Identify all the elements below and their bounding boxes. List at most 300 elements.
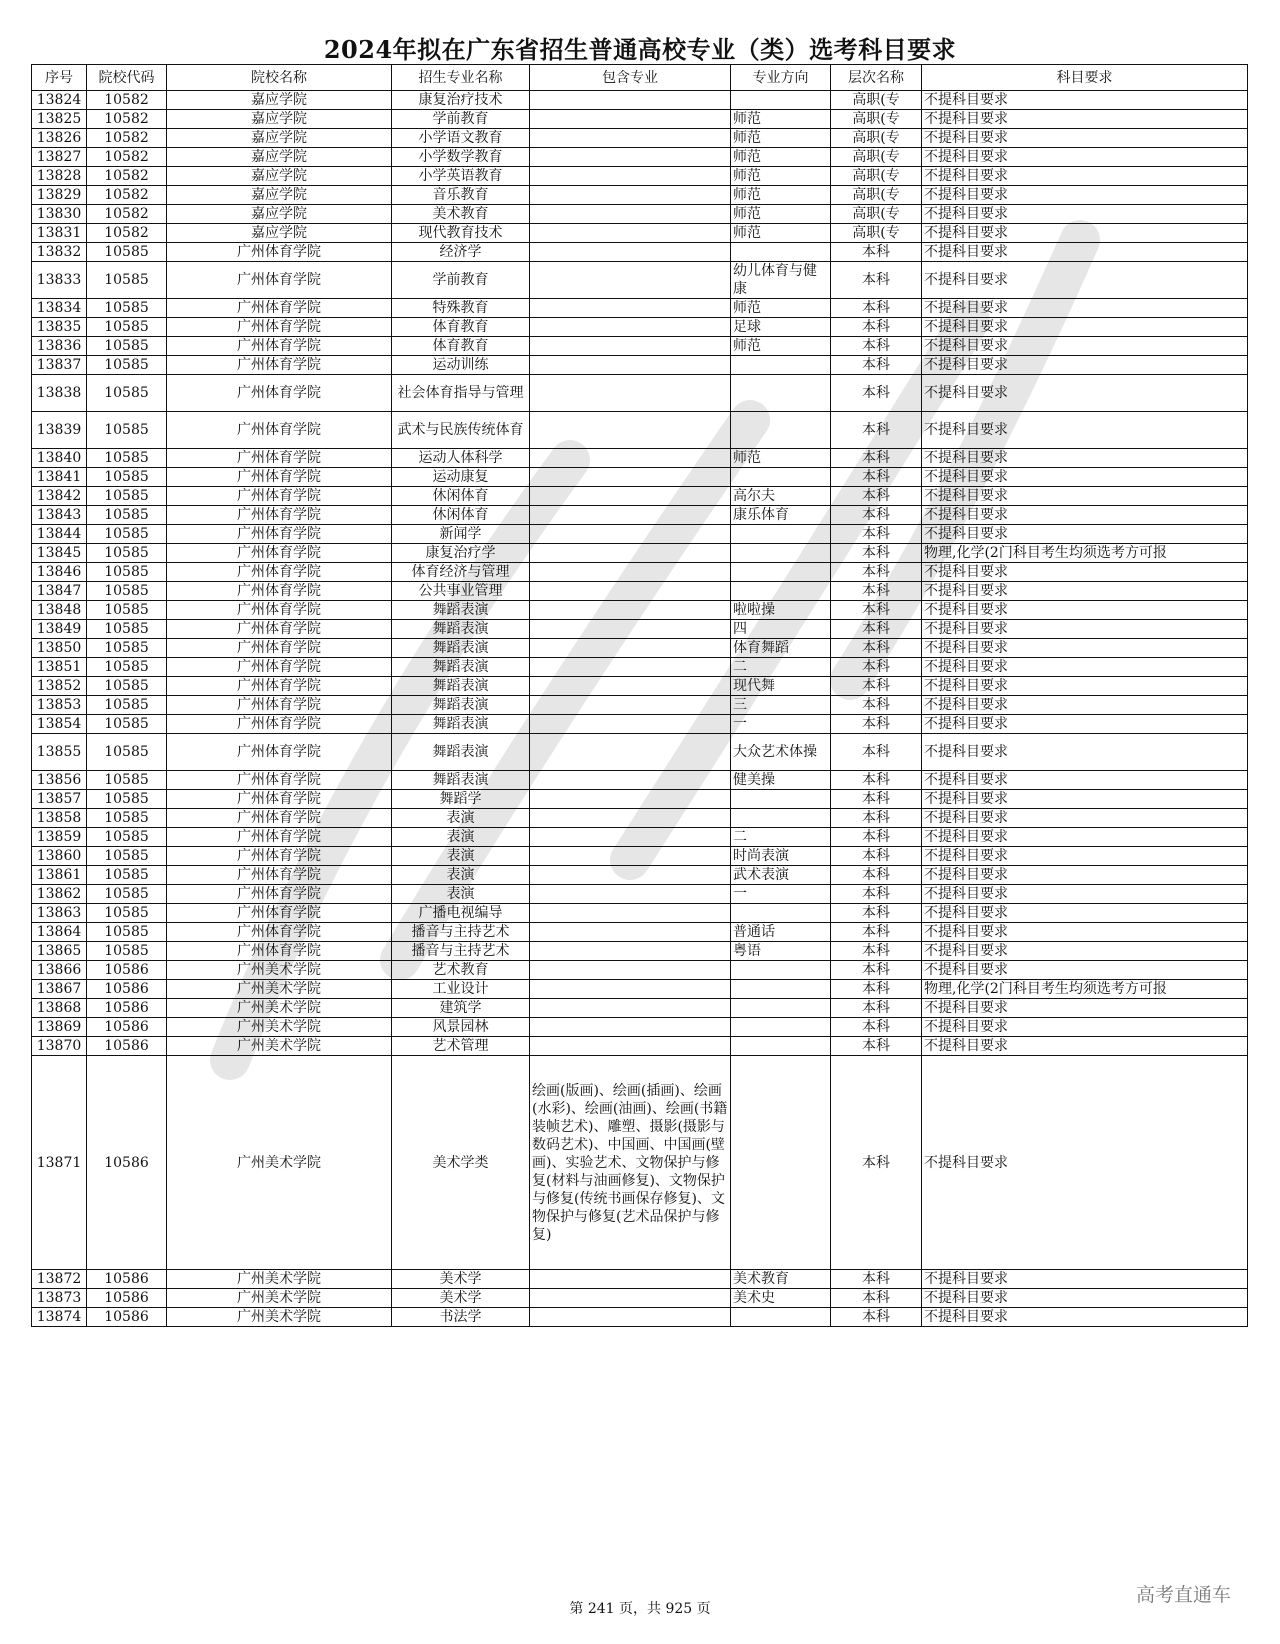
- cell-major-direction: 康乐体育: [731, 506, 831, 525]
- header-school-name: 院校名称: [167, 65, 392, 91]
- cell-subject-requirement: 不提科目要求: [922, 639, 1248, 658]
- cell-major-direction: 一: [731, 885, 831, 904]
- cell-included-majors: [530, 866, 731, 885]
- cell-subject-requirement: 物理,化学(2门科目考生均须选考方可报: [922, 544, 1248, 563]
- cell-school-code: 10585: [87, 544, 167, 563]
- cell-included-majors: 绘画(版画)、绘画(插画)、绘画(水彩)、绘画(油画)、绘画(书籍装帧艺术)、雕塑、摄影(摄影与数码艺术)、中国画、中国画(壁画)、实验艺术、文物保护与修复(材料与油画修复)、文物保护与修复(传统书画保存修复)、文物保护与修复(艺术品保护与修复): [530, 1056, 731, 1270]
- cell-major-name: 新闻学: [392, 525, 530, 544]
- cell-major-direction: [731, 999, 831, 1018]
- cell-subject-requirement: 不提科目要求: [922, 449, 1248, 468]
- cell-seq: 13872: [32, 1270, 87, 1289]
- cell-major-name: 武术与民族传统体育: [392, 412, 530, 449]
- cell-level: 高职(专: [831, 186, 922, 205]
- cell-included-majors: [530, 885, 731, 904]
- cell-school-code: 10582: [87, 224, 167, 243]
- table-row: [32, 847, 1248, 866]
- cell-subject-requirement: 不提科目要求: [922, 658, 1248, 677]
- cell-seq: 13826: [32, 129, 87, 148]
- cell-school-code: 10585: [87, 904, 167, 923]
- cell-school-code: 10586: [87, 1308, 167, 1327]
- cell-school-name: 广州美术学院: [167, 1270, 392, 1289]
- cell-major-name: 舞蹈表演: [392, 734, 530, 771]
- cell-included-majors: [530, 847, 731, 866]
- cell-school-name: 广州体育学院: [167, 715, 392, 734]
- cell-major-direction: [731, 375, 831, 412]
- cell-subject-requirement: 不提科目要求: [922, 375, 1248, 412]
- cell-level: 本科: [831, 715, 922, 734]
- cell-subject-requirement: 不提科目要求: [922, 1056, 1248, 1270]
- cell-seq: 13863: [32, 904, 87, 923]
- cell-subject-requirement: 不提科目要求: [922, 847, 1248, 866]
- cell-level: 高职(专: [831, 167, 922, 186]
- cell-subject-requirement: 不提科目要求: [922, 487, 1248, 506]
- cell-level: 本科: [831, 847, 922, 866]
- cell-subject-requirement: 不提科目要求: [922, 224, 1248, 243]
- cell-school-name: 广州体育学院: [167, 677, 392, 696]
- cell-school-name: 广州体育学院: [167, 923, 392, 942]
- cell-level: 本科: [831, 696, 922, 715]
- cell-school-code: 10582: [87, 129, 167, 148]
- cell-level: 本科: [831, 544, 922, 563]
- cell-major-name: 学前教育: [392, 110, 530, 129]
- cell-major-direction: [731, 961, 831, 980]
- cell-included-majors: [530, 544, 731, 563]
- cell-subject-requirement: 不提科目要求: [922, 790, 1248, 809]
- cell-seq: 13842: [32, 487, 87, 506]
- cell-school-name: 嘉应学院: [167, 129, 392, 148]
- cell-school-name: 广州体育学院: [167, 318, 392, 337]
- cell-subject-requirement: 不提科目要求: [922, 828, 1248, 847]
- cell-included-majors: [530, 110, 731, 129]
- cell-subject-requirement: 不提科目要求: [922, 885, 1248, 904]
- table-row: [32, 639, 1248, 658]
- cell-seq: 13847: [32, 582, 87, 601]
- cell-school-name: 广州体育学院: [167, 790, 392, 809]
- cell-school-code: 10586: [87, 1056, 167, 1270]
- cell-school-code: 10585: [87, 412, 167, 449]
- cell-major-name: 舞蹈表演: [392, 639, 530, 658]
- cell-included-majors: [530, 809, 731, 828]
- cell-seq: 13844: [32, 525, 87, 544]
- cell-school-code: 10585: [87, 885, 167, 904]
- cell-school-code: 10585: [87, 809, 167, 828]
- table-row: [32, 696, 1248, 715]
- cell-school-code: 10585: [87, 337, 167, 356]
- cell-included-majors: [530, 715, 731, 734]
- cell-school-name: 广州体育学院: [167, 847, 392, 866]
- cell-school-name: 广州体育学院: [167, 299, 392, 318]
- cell-subject-requirement: 不提科目要求: [922, 299, 1248, 318]
- header-major-name: 招生专业名称: [392, 65, 530, 91]
- cell-school-code: 10585: [87, 923, 167, 942]
- cell-seq: 13836: [32, 337, 87, 356]
- table-row: [32, 1037, 1248, 1056]
- cell-school-code: 10585: [87, 299, 167, 318]
- cell-major-direction: [731, 1308, 831, 1327]
- cell-seq: 13869: [32, 1018, 87, 1037]
- cell-school-name: 广州体育学院: [167, 356, 392, 375]
- cell-level: 本科: [831, 771, 922, 790]
- cell-seq: 13832: [32, 243, 87, 262]
- cell-level: 高职(专: [831, 129, 922, 148]
- cell-seq: 13831: [32, 224, 87, 243]
- cell-major-direction: 美术教育: [731, 1270, 831, 1289]
- header-included-majors: 包含专业: [530, 65, 731, 91]
- cell-major-name: 广播电视编导: [392, 904, 530, 923]
- cell-major-name: 小学英语教育: [392, 167, 530, 186]
- cell-major-direction: [731, 980, 831, 999]
- cell-level: 本科: [831, 828, 922, 847]
- table-row: [32, 866, 1248, 885]
- cell-seq: 13874: [32, 1308, 87, 1327]
- cell-major-name: 舞蹈表演: [392, 658, 530, 677]
- cell-seq: 13871: [32, 1056, 87, 1270]
- cell-major-direction: 粤语: [731, 942, 831, 961]
- cell-school-code: 10585: [87, 601, 167, 620]
- cell-major-name: 艺术管理: [392, 1037, 530, 1056]
- cell-major-direction: 师范: [731, 224, 831, 243]
- cell-school-name: 广州体育学院: [167, 620, 392, 639]
- cell-included-majors: [530, 186, 731, 205]
- cell-school-name: 广州体育学院: [167, 866, 392, 885]
- table-row: [32, 1056, 1248, 1270]
- cell-seq: 13829: [32, 186, 87, 205]
- cell-subject-requirement: 不提科目要求: [922, 961, 1248, 980]
- cell-major-name: 播音与主持艺术: [392, 923, 530, 942]
- cell-major-name: 风景园林: [392, 1018, 530, 1037]
- cell-school-name: 广州体育学院: [167, 828, 392, 847]
- table-row: [32, 620, 1248, 639]
- header-major-direction: 专业方向: [731, 65, 831, 91]
- cell-seq: 13856: [32, 771, 87, 790]
- cell-major-direction: 大众艺术体操: [731, 734, 831, 771]
- cell-seq: 13868: [32, 999, 87, 1018]
- cell-seq: 13854: [32, 715, 87, 734]
- cell-major-direction: 师范: [731, 148, 831, 167]
- cell-seq: 13841: [32, 468, 87, 487]
- cell-major-name: 表演: [392, 828, 530, 847]
- cell-school-name: 广州体育学院: [167, 885, 392, 904]
- cell-included-majors: [530, 318, 731, 337]
- cell-major-name: 书法学: [392, 1308, 530, 1327]
- cell-major-name: 表演: [392, 885, 530, 904]
- cell-major-name: 美术教育: [392, 205, 530, 224]
- cell-level: 本科: [831, 1308, 922, 1327]
- cell-subject-requirement: 不提科目要求: [922, 582, 1248, 601]
- cell-major-direction: 师范: [731, 337, 831, 356]
- cell-major-name: 舞蹈表演: [392, 620, 530, 639]
- cell-seq: 13853: [32, 696, 87, 715]
- cell-major-direction: 健美操: [731, 771, 831, 790]
- cell-level: 本科: [831, 1018, 922, 1037]
- cell-included-majors: [530, 129, 731, 148]
- cell-school-name: 嘉应学院: [167, 91, 392, 110]
- cell-school-name: 嘉应学院: [167, 224, 392, 243]
- cell-included-majors: [530, 658, 731, 677]
- cell-major-name: 体育经济与管理: [392, 563, 530, 582]
- cell-school-code: 10585: [87, 243, 167, 262]
- cell-level: 本科: [831, 1289, 922, 1308]
- cell-subject-requirement: 不提科目要求: [922, 1018, 1248, 1037]
- brand-watermark: 高考直通车: [1136, 1584, 1232, 1606]
- cell-level: 本科: [831, 262, 922, 299]
- cell-school-code: 10582: [87, 205, 167, 224]
- cell-included-majors: [530, 696, 731, 715]
- cell-school-code: 10585: [87, 866, 167, 885]
- cell-included-majors: [530, 412, 731, 449]
- cell-major-name: 休闲体育: [392, 506, 530, 525]
- table-row: [32, 1270, 1248, 1289]
- table-row: [32, 677, 1248, 696]
- cell-major-name: 运动人体科学: [392, 449, 530, 468]
- cell-subject-requirement: 不提科目要求: [922, 262, 1248, 299]
- table-row: [32, 487, 1248, 506]
- table-row: [32, 904, 1248, 923]
- cell-major-name: 美术学: [392, 1289, 530, 1308]
- cell-level: 高职(专: [831, 148, 922, 167]
- cell-major-name: 舞蹈学: [392, 790, 530, 809]
- cell-subject-requirement: 不提科目要求: [922, 923, 1248, 942]
- cell-school-code: 10585: [87, 734, 167, 771]
- cell-major-name: 美术学类: [392, 1056, 530, 1270]
- cell-subject-requirement: 不提科目要求: [922, 999, 1248, 1018]
- table-row: [32, 582, 1248, 601]
- header-level: 层次名称: [831, 65, 922, 91]
- cell-major-name: 工业设计: [392, 980, 530, 999]
- cell-school-code: 10586: [87, 1018, 167, 1037]
- cell-major-direction: 武术表演: [731, 866, 831, 885]
- cell-seq: 13827: [32, 148, 87, 167]
- cell-major-name: 运动训练: [392, 356, 530, 375]
- cell-included-majors: [530, 1018, 731, 1037]
- cell-included-majors: [530, 734, 731, 771]
- table-row: [32, 262, 1248, 299]
- cell-school-code: 10585: [87, 356, 167, 375]
- cell-school-name: 广州体育学院: [167, 771, 392, 790]
- cell-included-majors: [530, 1270, 731, 1289]
- cell-major-name: 艺术教育: [392, 961, 530, 980]
- cell-level: 本科: [831, 449, 922, 468]
- cell-subject-requirement: 不提科目要求: [922, 525, 1248, 544]
- cell-school-code: 10585: [87, 318, 167, 337]
- header-school-code: 院校代码: [87, 65, 167, 91]
- table-row: [32, 885, 1248, 904]
- cell-school-code: 10586: [87, 1270, 167, 1289]
- cell-seq: 13835: [32, 318, 87, 337]
- cell-seq: 13862: [32, 885, 87, 904]
- cell-level: 本科: [831, 904, 922, 923]
- table-row: [32, 715, 1248, 734]
- cell-subject-requirement: 不提科目要求: [922, 337, 1248, 356]
- cell-included-majors: [530, 923, 731, 942]
- cell-seq: 13830: [32, 205, 87, 224]
- cell-included-majors: [530, 1289, 731, 1308]
- cell-subject-requirement: 不提科目要求: [922, 866, 1248, 885]
- cell-major-direction: 师范: [731, 110, 831, 129]
- table-row: [32, 243, 1248, 262]
- cell-included-majors: [530, 468, 731, 487]
- cell-school-code: 10585: [87, 658, 167, 677]
- cell-subject-requirement: 不提科目要求: [922, 904, 1248, 923]
- cell-school-code: 10582: [87, 186, 167, 205]
- cell-school-name: 广州美术学院: [167, 999, 392, 1018]
- cell-major-direction: 师范: [731, 299, 831, 318]
- cell-seq: 13833: [32, 262, 87, 299]
- table-row: [32, 658, 1248, 677]
- subject-requirements-table: [31, 64, 1248, 1327]
- cell-seq: 13839: [32, 412, 87, 449]
- cell-school-name: 广州体育学院: [167, 449, 392, 468]
- cell-major-direction: 幼儿体育与健康: [731, 262, 831, 299]
- cell-school-name: 广州美术学院: [167, 1037, 392, 1056]
- cell-subject-requirement: 不提科目要求: [922, 715, 1248, 734]
- cell-level: 本科: [831, 658, 922, 677]
- cell-major-name: 学前教育: [392, 262, 530, 299]
- table-row: [32, 186, 1248, 205]
- cell-included-majors: [530, 677, 731, 696]
- cell-major-name: 舞蹈表演: [392, 696, 530, 715]
- cell-major-direction: 三: [731, 696, 831, 715]
- table-row: [32, 1308, 1248, 1327]
- table-row: [32, 205, 1248, 224]
- cell-level: 本科: [831, 999, 922, 1018]
- cell-major-name: 建筑学: [392, 999, 530, 1018]
- cell-major-direction: 一: [731, 715, 831, 734]
- cell-school-name: 广州美术学院: [167, 961, 392, 980]
- cell-school-name: 广州体育学院: [167, 525, 392, 544]
- cell-school-name: 广州体育学院: [167, 809, 392, 828]
- cell-seq: 13860: [32, 847, 87, 866]
- cell-major-direction: 美术史: [731, 1289, 831, 1308]
- cell-included-majors: [530, 1308, 731, 1327]
- cell-subject-requirement: 不提科目要求: [922, 734, 1248, 771]
- table-row: [32, 525, 1248, 544]
- cell-level: 本科: [831, 318, 922, 337]
- cell-major-direction: 师范: [731, 167, 831, 186]
- cell-level: 本科: [831, 639, 922, 658]
- cell-level: 本科: [831, 1270, 922, 1289]
- cell-included-majors: [530, 563, 731, 582]
- cell-subject-requirement: 不提科目要求: [922, 110, 1248, 129]
- cell-subject-requirement: 不提科目要求: [922, 167, 1248, 186]
- page-title: 2024年拟在广东省招生普通高校专业（类）选考科目要求: [323, 35, 957, 64]
- cell-school-code: 10585: [87, 696, 167, 715]
- cell-level: 本科: [831, 961, 922, 980]
- cell-school-name: 广州美术学院: [167, 1056, 392, 1270]
- cell-subject-requirement: 不提科目要求: [922, 148, 1248, 167]
- cell-major-name: 体育教育: [392, 318, 530, 337]
- cell-school-name: 广州体育学院: [167, 544, 392, 563]
- cell-included-majors: [530, 601, 731, 620]
- cell-school-name: 广州体育学院: [167, 639, 392, 658]
- cell-seq: 13870: [32, 1037, 87, 1056]
- cell-included-majors: [530, 167, 731, 186]
- cell-seq: 13851: [32, 658, 87, 677]
- cell-level: 本科: [831, 601, 922, 620]
- cell-major-name: 社会体育指导与管理: [392, 375, 530, 412]
- cell-major-name: 表演: [392, 866, 530, 885]
- cell-school-code: 10585: [87, 468, 167, 487]
- cell-subject-requirement: 不提科目要求: [922, 696, 1248, 715]
- cell-school-name: 广州体育学院: [167, 658, 392, 677]
- cell-included-majors: [530, 299, 731, 318]
- table-row: [32, 790, 1248, 809]
- table-row: [32, 356, 1248, 375]
- cell-subject-requirement: 不提科目要求: [922, 1037, 1248, 1056]
- cell-major-name: 小学语文教育: [392, 129, 530, 148]
- cell-major-direction: [731, 91, 831, 110]
- cell-included-majors: [530, 904, 731, 923]
- cell-school-name: 广州美术学院: [167, 1308, 392, 1327]
- table-row: [32, 224, 1248, 243]
- cell-included-majors: [530, 942, 731, 961]
- header-subject-requirement: 科目要求: [922, 65, 1248, 91]
- cell-school-code: 10582: [87, 91, 167, 110]
- cell-major-direction: [731, 243, 831, 262]
- cell-level: 本科: [831, 356, 922, 375]
- cell-school-name: 广州美术学院: [167, 1289, 392, 1308]
- table-row: [32, 1018, 1248, 1037]
- cell-major-name: 康复治疗学: [392, 544, 530, 563]
- cell-major-direction: 高尔夫: [731, 487, 831, 506]
- cell-seq: 13838: [32, 375, 87, 412]
- cell-level: 本科: [831, 299, 922, 318]
- cell-major-direction: [731, 904, 831, 923]
- cell-school-code: 10586: [87, 1289, 167, 1308]
- cell-major-direction: 体育舞蹈: [731, 639, 831, 658]
- cell-major-direction: [731, 412, 831, 449]
- cell-seq: 13858: [32, 809, 87, 828]
- cell-subject-requirement: 不提科目要求: [922, 942, 1248, 961]
- cell-major-direction: 现代舞: [731, 677, 831, 696]
- cell-seq: 13864: [32, 923, 87, 942]
- cell-included-majors: [530, 205, 731, 224]
- cell-level: 本科: [831, 412, 922, 449]
- cell-included-majors: [530, 790, 731, 809]
- cell-school-name: 广州体育学院: [167, 262, 392, 299]
- cell-included-majors: [530, 449, 731, 468]
- cell-level: 本科: [831, 942, 922, 961]
- cell-subject-requirement: 物理,化学(2门科目考生均须选考方可报: [922, 980, 1248, 999]
- cell-school-name: 广州体育学院: [167, 734, 392, 771]
- cell-major-direction: [731, 790, 831, 809]
- cell-school-name: 广州体育学院: [167, 696, 392, 715]
- cell-school-code: 10585: [87, 715, 167, 734]
- cell-included-majors: [530, 487, 731, 506]
- cell-major-name: 特殊教育: [392, 299, 530, 318]
- cell-school-name: 广州美术学院: [167, 1018, 392, 1037]
- table-row: [32, 828, 1248, 847]
- table-row: [32, 734, 1248, 771]
- cell-major-direction: 时尚表演: [731, 847, 831, 866]
- cell-school-code: 10585: [87, 582, 167, 601]
- cell-subject-requirement: 不提科目要求: [922, 318, 1248, 337]
- cell-subject-requirement: 不提科目要求: [922, 412, 1248, 449]
- table-row: [32, 809, 1248, 828]
- cell-level: 本科: [831, 243, 922, 262]
- cell-included-majors: [530, 262, 731, 299]
- cell-major-name: 音乐教育: [392, 186, 530, 205]
- cell-school-code: 10585: [87, 262, 167, 299]
- cell-level: 本科: [831, 980, 922, 999]
- cell-included-majors: [530, 91, 731, 110]
- cell-included-majors: [530, 980, 731, 999]
- cell-included-majors: [530, 828, 731, 847]
- table-row: [32, 771, 1248, 790]
- cell-school-code: 10586: [87, 961, 167, 980]
- table-row: [32, 468, 1248, 487]
- cell-included-majors: [530, 356, 731, 375]
